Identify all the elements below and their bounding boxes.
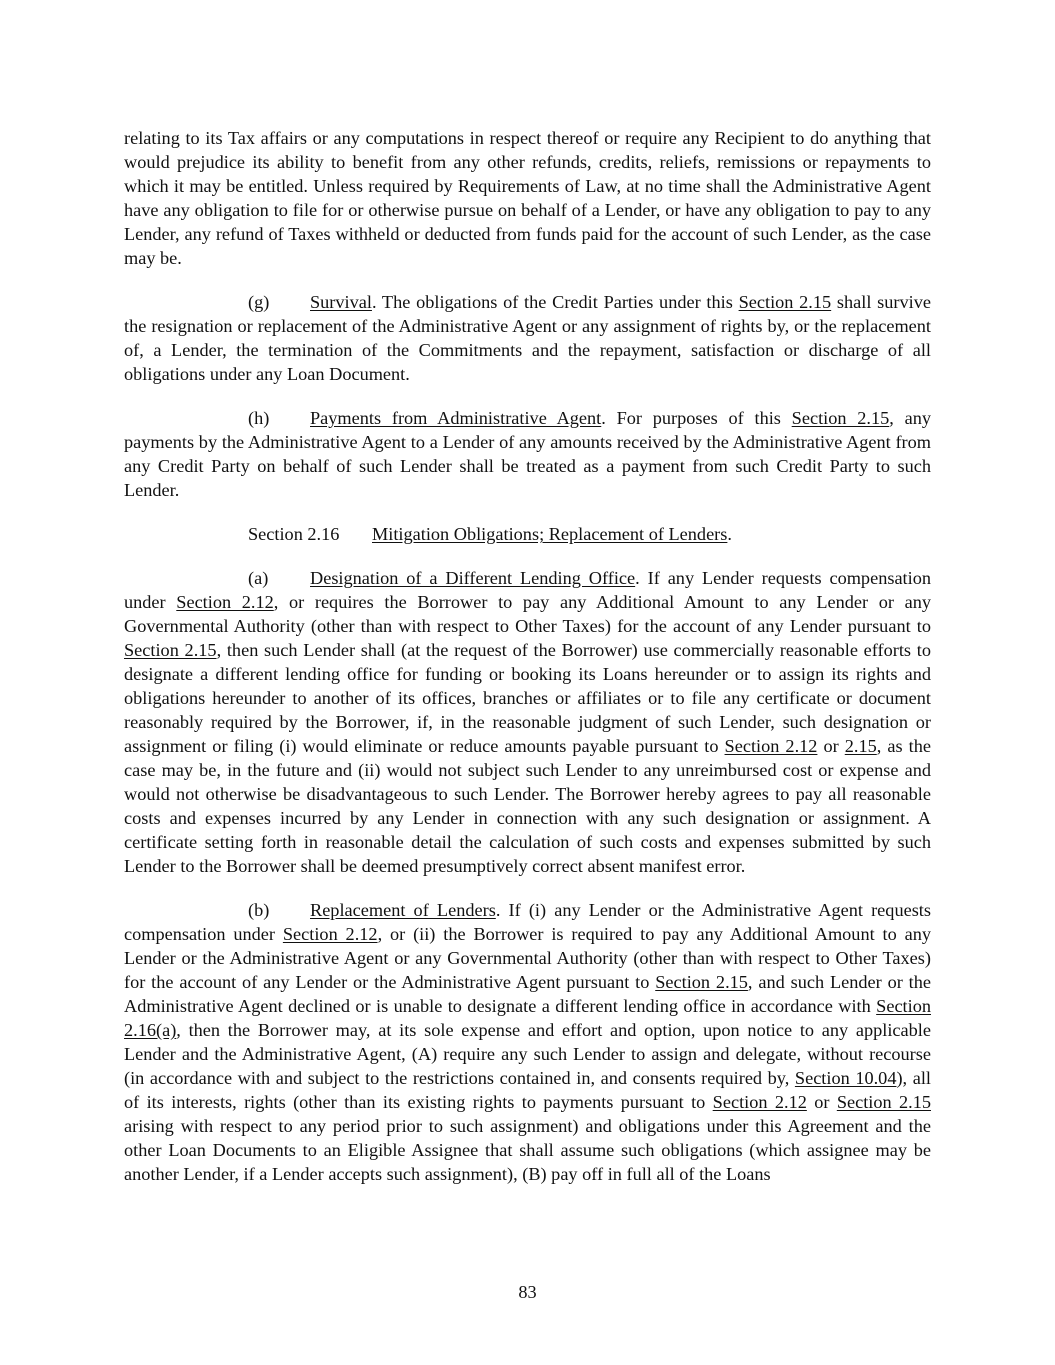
section-heading-2-16: Section 2.16 Mitigation Obligations; Replacement of Lenders. xyxy=(248,524,732,544)
section-reference: Section 2.16(a) xyxy=(124,996,931,1040)
clause-heading: Replacement of Lenders xyxy=(310,900,496,920)
clause-label: (b) xyxy=(248,900,270,920)
section-reference: Section 2.15 xyxy=(124,640,217,660)
section-reference: Section 2.12 xyxy=(724,736,818,756)
section-reference: Section 2.15 xyxy=(836,1092,931,1112)
clause-heading: Survival xyxy=(310,292,372,312)
section-reference: 2.15 xyxy=(844,736,877,756)
section-title: Mitigation Obligations; Replacement of Lenders xyxy=(372,524,728,544)
paragraph-h-payments: (h) Payments from Administrative Agent. For purposes of this Section 2.15, any payments by the Administrative Agent to a Lender of any amounts received by the Administrative Agent from any Credit Party on behalf of such Lender shall be treated as a payment from such Credit Party to such Lender. xyxy=(124,408,931,500)
paragraph-a-designation: (a) Designation of a Different Lending Office. If any Lender requests compensation under Section 2.12, or requires the Borrower to pay any Additional Amount to any Lender or any Governmental Authority (other than with respect to Other Taxes) for the account of any Lender pursuant to Section 2.15, then such Lender shall (at the request of the Borrower) use commercially reasonable efforts to designate a different lending office for funding or booking its Loans hereunder or to assign its rights and obligations hereunder to another of its offices, branches or affiliates or to file any certificate or document reasonably required by the Borrower, if, in the reasonable judgment of such Lender, such designation or assignment or filing (i) would eliminate or reduce amounts payable pursuant to Section 2.12 or 2.15, as the case may be, in the future and (ii) would not subject such Lender to any unreimbursed cost or expense and would not otherwise be disadvantageous to such Lender. The Borrower hereby agrees to pay all reasonable costs and expenses incurred by any Lender in connection with any such designation or assignment. A certificate setting forth in reasonable detail the calculation of such costs and expenses submitted by such Lender to the Borrower shall be deemed presumptively correct absent manifest error. xyxy=(124,568,931,876)
page-number: 83 xyxy=(518,1282,537,1302)
paragraph-continuation: relating to its Tax affairs or any computations in respect thereof or require any Recipient to do anything that would prejudice its ability to benefit from any other refunds, credits, reliefs, remissions or repayments to which it may be entitled. Unless required by Requirements of Law, at no time shall the Administrative Agent have any obligation to file for or otherwise pursue on behalf of a Lender, or have any obligation to pay to any Lender, any refund of Taxes withheld or deducted from funds paid for the account of such Lender, as the case may be. xyxy=(124,128,931,268)
clause-label: (h) xyxy=(248,408,270,428)
section-reference: Section 2.15 xyxy=(738,292,832,312)
paragraph-b-replacement: (b) Replacement of Lenders. If (i) any Lender or the Administrative Agent requests compensation under Section 2.12, or (ii) the Borrower is required to pay any Additional Amount to any Lender or the Administrative Agent or any Governmental Authority (other than with respect to Other Taxes) for the account of any Lender or the Administrative Agent pursuant to Section 2.15, and such Lender or the Administrative Agent declined or is unable to designate a different lending office in accordance with Section 2.16(a), then the Borrower may, at its sole expense and effort and option, upon notice to any applicable Lender and the Administrative Agent, (A) require any such Lender to assign and delegate, without recourse (in accordance with and subject to the restrictions contained in, and consents required by, Section 10.04), all of its interests, rights (other than its existing rights to payments pursuant to Section 2.12 or Section 2.15 arising with respect to any period prior to such assignment) and obligations under this Agreement and the other Loan Documents to an Eligible Assignee that shall assume such obligations (which assignee may be another Lender, if a Lender accepts such assignment), (B) pay off in full all of the Loans xyxy=(124,900,932,1184)
section-number: Section 2.16 xyxy=(248,524,340,544)
clause-label: (g) xyxy=(248,292,270,312)
clause-label: (a) xyxy=(248,568,269,588)
section-reference: Section 10.04 xyxy=(794,1068,897,1088)
clause-heading: Designation of a Different Lending Office xyxy=(310,568,636,588)
document-page xyxy=(124,126,931,1206)
section-reference: Section 2.12 xyxy=(282,924,378,944)
section-reference: Section 2.12 xyxy=(176,592,274,612)
section-reference: Section 2.15 xyxy=(655,972,748,992)
section-reference: Section 2.15 xyxy=(791,408,890,428)
section-reference: Section 2.12 xyxy=(712,1092,807,1112)
paragraph-g-survival: (g) Survival. The obligations of the Credit Parties under this Section 2.15 shall survive the resignation or replacement of the Administrative Agent or any assignment of rights by, or the replacement of, a Lender, the termination of the Commitments and the repayment, satisfaction or discharge of all obligations under any Loan Document. xyxy=(124,292,931,384)
clause-heading: Payments from Administrative Agent xyxy=(310,408,602,428)
